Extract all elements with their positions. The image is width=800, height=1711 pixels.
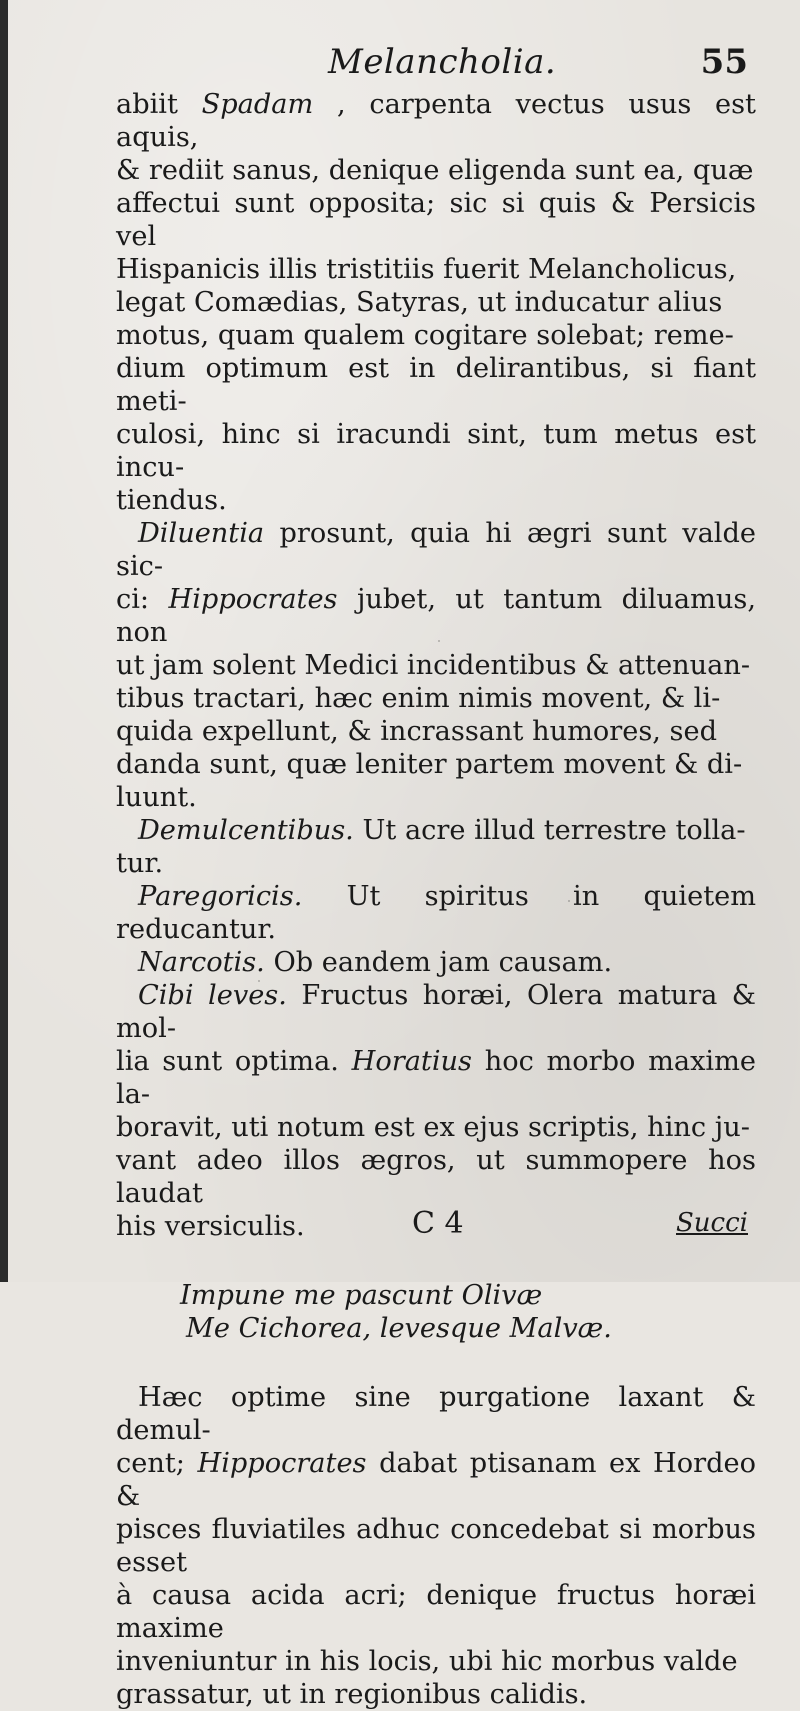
spacer [116, 1243, 756, 1279]
p1-line-7: dium optimum est in delirantibus, si fiant meti- [116, 353, 756, 417]
spacer [116, 1345, 756, 1381]
p2-line-3: ut jam solent Medici incidentibus & attenuan- [116, 650, 751, 681]
p6-line-5: his versiculis. [116, 1211, 305, 1242]
p1-emph-spadam: Spadam [201, 89, 314, 120]
p1-line-3: affectui sunt opposita; sic si quis & Persicis vel [116, 188, 756, 252]
lead-cibi-leves: Cibi leves. [138, 980, 287, 1011]
verse-line-1: Impune me pascunt Olivæ [180, 1280, 543, 1311]
paper-speck [708, 760, 710, 762]
verse-quote [180, 1279, 756, 1345]
p6-line-4: vant adeo illos ægros, ut summopere hos laudat [116, 1145, 756, 1209]
lead-demulcentibus: Demulcentibus. [138, 815, 354, 846]
p6-line-2: lia sunt optima. Horatius hoc morbo maxime la- [116, 1046, 756, 1110]
p1-line-2: & rediit sanus, denique eligenda sunt ea, quæ [116, 155, 754, 186]
signature-mark: C 4 [412, 1206, 464, 1241]
page-body [116, 88, 756, 1711]
p7-line-5: inveniuntur in his locis, ubi hic morbus valde [116, 1646, 738, 1677]
p1-line-4: Hispanicis illis tristitiis fuerit Melancholicus, [116, 254, 737, 285]
verse-line-2: Me Cichorea, levesque Malvæ. [186, 1313, 612, 1344]
paragraph-demulcentibus [116, 814, 756, 880]
p4-line-1: Ut spiritus in quietem reducantur. [116, 881, 756, 945]
page-number: 55 [700, 42, 748, 82]
p2-line-2: ci: Hippocrates jubet, ut tantum diluamus, non [116, 584, 756, 648]
paragraph-narcotis [116, 946, 756, 979]
p7-line-2: cent; Hippocrates dabat ptisanam ex Hordeo & [116, 1448, 756, 1512]
p7-emph-hippocrates: Hippocrates [197, 1448, 367, 1479]
p1-line-8: culosi, hinc si iracundi sint, tum metus est incu- [116, 419, 756, 483]
page-footer [8, 1206, 800, 1246]
p1-line-1: abiit Spadam , carpenta vectus usus est aquis, [116, 89, 756, 153]
p3-line-1: Ut acre illud terrestre tolla- [353, 815, 746, 846]
lead-paregoricis: Paregoricis. [138, 881, 303, 912]
p1-line-5: legat Comædias, Satyras, ut inducatur alius [116, 287, 723, 318]
p7-line-1: Hæc optime sine purgatione laxant & demul- [116, 1382, 756, 1446]
p2-line-7: luunt. [116, 782, 197, 813]
paper-speck [568, 900, 570, 902]
lead-narcotis: Narcotis. [138, 947, 265, 978]
paper-speck [258, 980, 260, 982]
catchword: Succi [676, 1208, 748, 1238]
p2-emph-hippocrates: Hippocrates [168, 584, 338, 615]
paragraph-cibi-leves [116, 979, 756, 1243]
lead-diluentia: Diluentia [138, 518, 265, 549]
p3-line-2: tur. [116, 848, 164, 879]
p5-line-1: Ob eandem jam causam. [264, 947, 613, 978]
p7-line-6: grassatur, ut in regionibus calidis. [116, 1679, 588, 1710]
p1-line-9: tiendus. [116, 485, 227, 516]
p2-line-6: danda sunt, quæ leniter partem movent & di- [116, 749, 743, 780]
running-head [8, 36, 800, 96]
p6-line-3: boravit, uti notum est ex ejus scriptis, hinc ju- [116, 1112, 750, 1143]
p2-line-1: prosunt, quia hi ægri sunt valde sic- [116, 518, 756, 582]
p2-line-5: quida expellunt, & incrassant humores, sed [116, 716, 718, 747]
paragraph-1 [116, 88, 756, 517]
paragraph-diluentia [116, 517, 756, 814]
paragraph-closing [116, 1381, 756, 1711]
running-title: Melancholia. [328, 42, 557, 82]
p7-line-4: à causa acida acri; denique fructus horæi maxime [116, 1580, 756, 1644]
p2-line-4: tibus tractari, hæc enim nimis movent, & li- [116, 683, 721, 714]
p7-line-3: pisces fluviatiles adhuc concedebat si morbus esset [116, 1514, 756, 1578]
p1-line-6: motus, quam qualem cogitare solebat; reme- [116, 320, 734, 351]
p6-line-1: Fructus horæi, Olera matura & mol- [116, 980, 756, 1044]
p6-emph-horatius: Horatius [351, 1046, 472, 1077]
paragraph-paregoricis [116, 880, 756, 946]
paper-speck [438, 640, 440, 642]
